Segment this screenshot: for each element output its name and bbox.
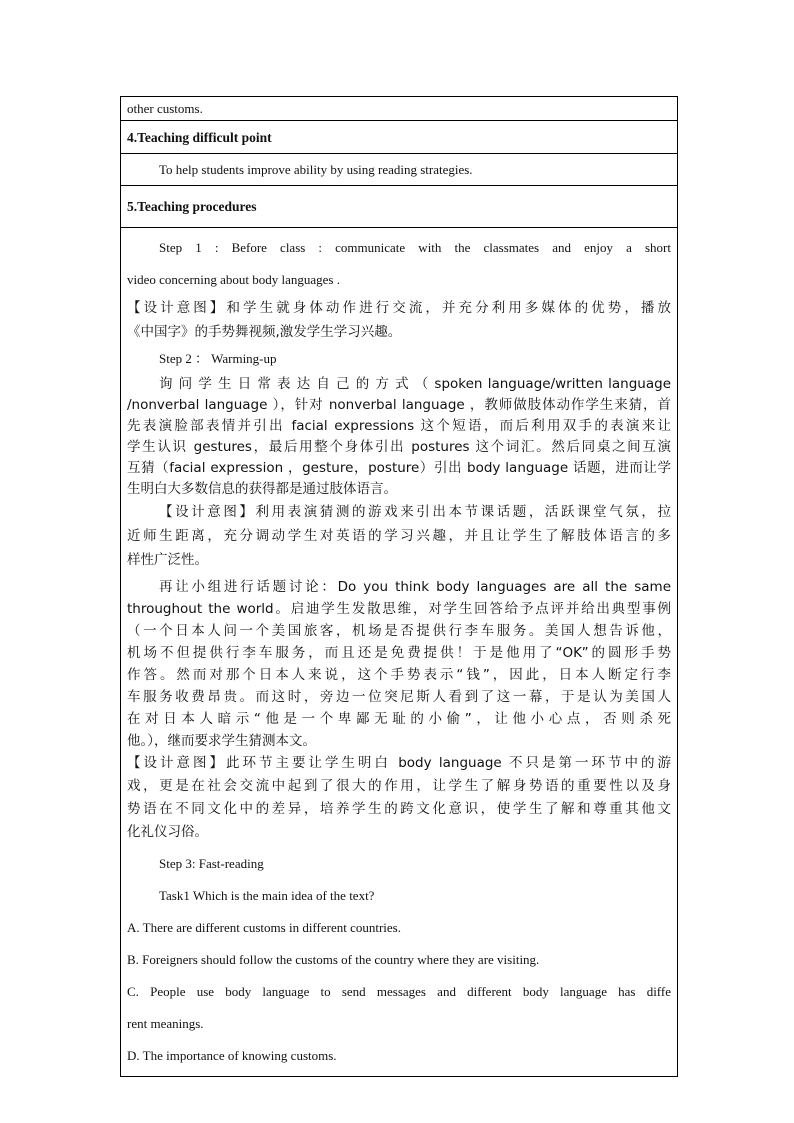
option-a: A. There are different customs in different countries. <box>127 920 401 935</box>
option-b: B. Foreigners should follow the customs of the country where they are visiting. <box>127 952 540 967</box>
design2-line3: 样性广泛性。 <box>127 552 208 568</box>
section-4-title: 4.Teaching difficult point <box>127 130 272 145</box>
step1-line2: video concerning about body languages . <box>127 272 340 287</box>
discussion-line1: 再让小组进行话题讨论：Do you think body languages are all the same <box>159 579 671 595</box>
procedures-body <box>121 228 677 1076</box>
design3-line4: 化礼仪习俗。 <box>127 824 208 840</box>
design2-line1: 【设计意图】利用表演猜测的游戏来引出本节课话题，活跃课堂气氛，拉 <box>159 504 671 520</box>
step2-line3: 先表演脸部表情并引出 facial expressions 这个短语，而后利用双手的表演来让 <box>127 418 671 434</box>
design2-line2: 近师生距离，充分调动学生对英语的学习兴趣，并且让学生了解肢体语言的多 <box>127 528 671 544</box>
step2-line2: /nonverbal language ），针对 nonverbal language ，教师做肢体动作学生来猜，首 <box>127 397 671 413</box>
step2-line4: 学生认识 gestures，最后用整个身体引出 postures 这个词汇。然后同桌之间互演 <box>127 439 671 455</box>
continuation-text: other customs. <box>127 101 203 116</box>
discussion-line8: 他。），继而要求学生猜测本文。 <box>127 733 316 749</box>
discussion-line6: 车服务收费昂贵。而这时，旁边一位突尼斯人看到了这一幕，于是认为美国人 <box>127 689 671 705</box>
discussion-line4: 机场不但提供行李车服务，而且还是免费提供！于是他用了“OK”的圆形手势 <box>127 645 671 661</box>
difficult-point-text: To help students improve ability by using reading strategies. <box>159 162 473 177</box>
discussion-line7: 在对日本人暗示“他是一个卑鄙无耻的小偷”，让他小心点，否则杀死 <box>127 711 671 727</box>
design3-line2: 戏，更是在社会交流中起到了很大的作用，让学生了解身势语的重要性以及身 <box>127 778 671 794</box>
option-c: C. People use body language to send messages and different body language has diffe <box>127 984 671 999</box>
option-c-continued: rent meanings. <box>127 1016 204 1031</box>
section-4-body <box>121 154 677 186</box>
step2-line6: 生明白大多数信息的获得都是通过肢体语言。 <box>127 481 397 497</box>
section-5-title: 5.Teaching procedures <box>127 199 257 214</box>
section-4-header <box>121 121 677 154</box>
discussion-line3: （一个日本人问一个美国旅客，机场是否提供行李车服务。美国人想告诉他， <box>127 623 671 639</box>
lesson-plan-table <box>120 96 678 1077</box>
design3-line1: 【设计意图】此环节主要让学生明白 body language 不只是第一环节中的游 <box>127 755 671 771</box>
discussion-line5: 作答。然而对那个日本人来说，这个手势表示“钱”，因此，日本人断定行李 <box>127 667 671 683</box>
task1-question: Task1 Which is the main idea of the text? <box>159 888 375 903</box>
step2-line1: 询 问 学 生 日 常 表 达 自 己 的 方 式 （ spoken language/written language <box>159 376 671 392</box>
design1-line1: 【设计意图】和学生就身体动作进行交流，并充分利用多媒体的优势，播放 <box>127 300 671 316</box>
step2-title: Step 2 ： Warming-up <box>159 351 277 366</box>
step2-line5: 互猜（facial expression ，gesture，posture）引出 body language 话题，进而让学 <box>127 460 671 476</box>
step1-line1: Step 1 : Before class : communicate with the classmates and enjoy a short <box>159 240 671 255</box>
discussion-line2: throughout the world。启迪学生发散思维，对学生回答给予点评并给出典型事例 <box>127 601 671 617</box>
option-d: D. The importance of knowing customs. <box>127 1048 337 1063</box>
design3-line3: 势语在不同文化中的差异，培养学生的跨文化意识，使学生了解和尊重其他文 <box>127 801 671 817</box>
step3-title: Step 3: Fast-reading <box>159 856 264 871</box>
section-5-header <box>121 186 677 228</box>
continuation-row <box>121 97 677 121</box>
design1-line2: 《中国字》的手势舞视频,激发学生学习兴趣。 <box>127 324 402 340</box>
